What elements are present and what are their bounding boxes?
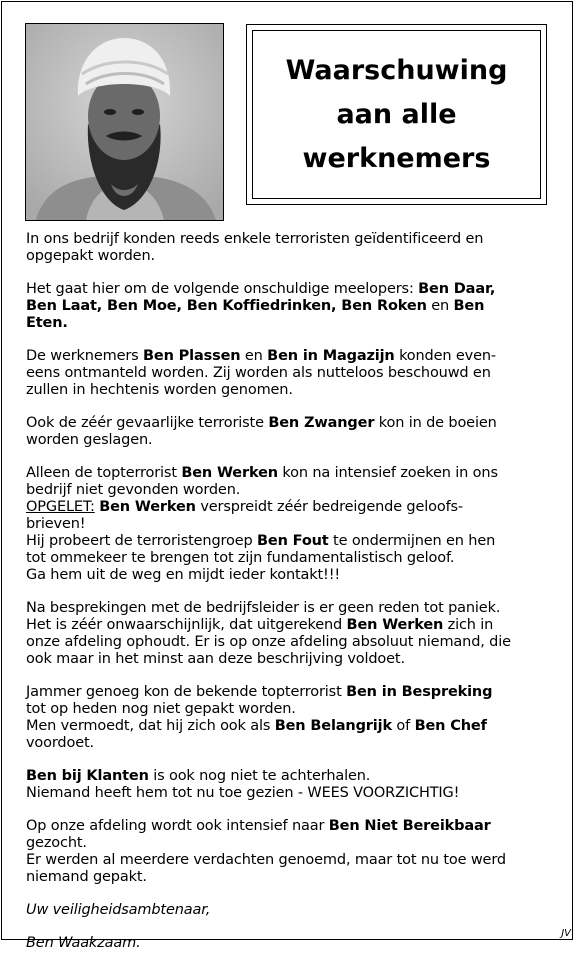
paragraph-8 (26, 768, 546, 802)
text: Op onze afdeling wordt ook intensief naar (26, 818, 329, 834)
text: worden geslagen. (26, 432, 153, 448)
bold-name: Ben Werken (181, 465, 278, 481)
bold-name: Ben (453, 298, 485, 314)
text: Het gaat hier om de volgende onschuldige meelopers: (26, 281, 419, 297)
text: onze afdeling ophoudt. Er is op onze afdeling absoluut niemand, die (26, 634, 511, 650)
text: Ga hem uit de weg en mijdt ieder kontakt!!! (26, 567, 341, 583)
portrait-photo (25, 23, 224, 221)
bold-name: Ben in Magazijn (267, 348, 395, 364)
paragraph-1 (26, 231, 546, 265)
text: voordoet. (26, 735, 94, 751)
text: en (426, 298, 454, 314)
signature-greeting (26, 902, 546, 919)
title-line-1: Waarschuwing (285, 54, 508, 86)
text: Ben Waakzaam. (26, 935, 141, 951)
text: eens ontmanteld worden. Zij worden als nutteloos beschouwd en (26, 365, 491, 381)
bold-name: Ben Werken (346, 617, 444, 633)
text: Alleen de topterrorist (26, 465, 182, 481)
text: kon in de boeien (374, 415, 497, 431)
bold-name: Ben Chef (414, 718, 487, 734)
text: niemand gepakt. (26, 869, 147, 885)
bold-name: Ben Daar, (418, 281, 496, 297)
text: Uw veiligheidsambtenaar, (26, 902, 211, 918)
text: konden even- (394, 348, 496, 364)
bold-name: Ben in Bespreking (346, 684, 493, 700)
text: In ons bedrijf konden reeds enkele terroristen geïdentificeerd en (26, 231, 484, 247)
bold-name: Eten. (26, 315, 68, 331)
bold-name: Ben Werken (99, 499, 196, 515)
bold-name: Ben Fout (257, 533, 329, 549)
text: gezocht. (26, 835, 87, 851)
text: kon na intensief zoeken in ons (277, 465, 498, 481)
title-box (246, 24, 547, 205)
text: Niemand heeft hem tot nu toe gezien - WEES VOORZICHTIG! (26, 785, 460, 801)
bold-name: Ben Plassen (143, 348, 241, 364)
text: zich in (443, 617, 494, 633)
page-title (286, 49, 508, 181)
bold-name: Ben Niet Bereikbaar (328, 818, 491, 834)
text: te ondermijnen en hen (328, 533, 496, 549)
paragraph-9 (26, 818, 546, 886)
text: tot ommekeer te brengen tot zijn fundamentalistisch geloof. (26, 550, 455, 566)
text: of (391, 718, 415, 734)
portrait-image (26, 24, 223, 220)
paragraph-3 (26, 348, 546, 399)
text: tot op heden nog niet gepakt worden. (26, 701, 296, 717)
text: Jammer genoeg kon de bekende topterrorist (26, 684, 347, 700)
text: bedrijf niet gevonden worden. (26, 482, 241, 498)
text: Na besprekingen met de bedrijfsleider is er geen reden tot paniek. (26, 600, 501, 616)
bold-name: Ben bij Klanten (26, 768, 149, 784)
text: ook maar in het minst aan deze beschrijving voldoet. (26, 651, 405, 667)
text: verspreidt zéér bedreigende geloofs- (195, 499, 464, 515)
bold-name: Ben Zwanger (268, 415, 375, 431)
title-line-2: aan alle (336, 98, 457, 130)
text: Hij probeert de terroristengroep (26, 533, 257, 549)
title-box-inner (252, 30, 541, 199)
text: zullen in hechtenis worden genomen. (26, 382, 293, 398)
paragraph-5 (26, 465, 546, 584)
bold-name: Ben Laat, Ben Moe, Ben Koffiedrinken, Ben Roken (26, 298, 427, 314)
text: en (240, 348, 268, 364)
text: Er werden al meerdere verdachten genoemd, maar tot nu toe werd (26, 852, 506, 868)
author-initials: JV (561, 928, 571, 939)
text: is ook nog niet te achterhalen. (148, 768, 371, 784)
text: Ook de zéér gevaarlijke terroriste (26, 415, 269, 431)
paragraph-7 (26, 684, 546, 752)
text: opgepakt worden. (26, 248, 155, 264)
title-line-3: werknemers (302, 142, 491, 174)
paragraph-2 (26, 281, 546, 332)
paragraph-4 (26, 415, 546, 449)
text: Men vermoedt, dat hij zich ook als (26, 718, 275, 734)
text: Het is zéér onwaarschijnlijk, dat uitgerekend (26, 617, 347, 633)
notice-body (26, 231, 546, 968)
text: De werknemers (26, 348, 144, 364)
paragraph-6 (26, 600, 546, 668)
signature-name (26, 935, 546, 952)
text: brieven! (26, 516, 86, 532)
bold-name: Ben Belangrijk (274, 718, 392, 734)
warning-label: OPGELET: (26, 499, 95, 515)
